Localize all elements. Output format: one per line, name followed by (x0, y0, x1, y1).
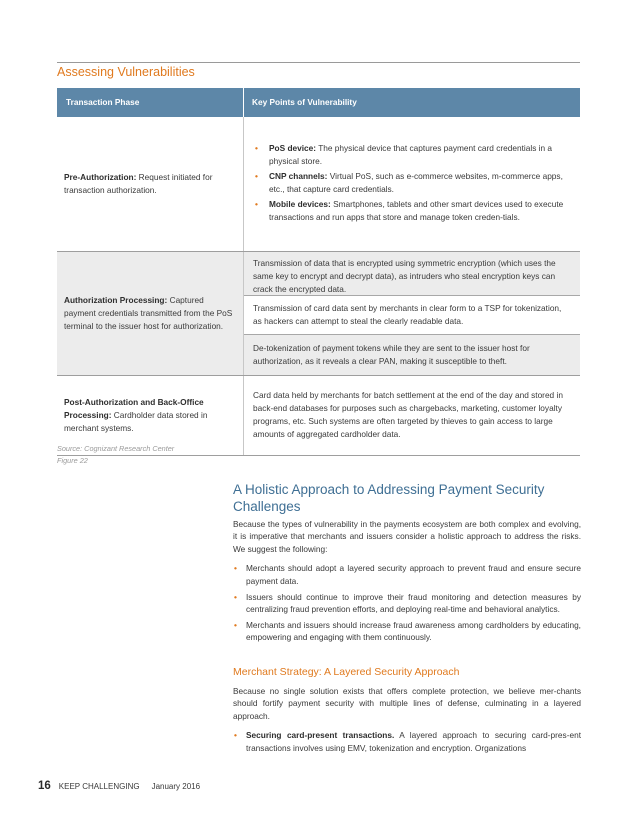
bullet-text: The physical device that captures payment card credentials in a physical store. (269, 143, 553, 167)
header-transaction-phase: Transaction Phase (57, 88, 244, 117)
phase-description: Request initiated for transaction authorization. (64, 171, 213, 195)
bullet-text: Smartphones, tablets and other smart devices used to execute transactions and run apps that store and manage token creden-tials. (269, 199, 564, 223)
holistic-heading: A Holistic Approach to Addressing Payment Security Challenges (233, 482, 545, 514)
list-item (253, 198, 571, 224)
holistic-section (233, 518, 581, 647)
list-item (253, 142, 571, 168)
bullet-term: CNP channels: (269, 171, 328, 182)
bullet-icon: • (255, 143, 258, 154)
vulnerability-table (57, 88, 580, 456)
bullet-icon: • (234, 619, 237, 630)
source-note: Source: Cognizant Research Center (57, 444, 175, 453)
phase-cell (57, 375, 244, 455)
bullet-text: Issuers should continue to improve their fraud monitoring and detection measures by centralizing fraud prevention efforts, and deploying real-time and behavioral analytics. (246, 591, 581, 614)
merchant-section (233, 685, 581, 758)
vulnerability-point: Transmission of data that is encrypted using symmetric encryption (which uses the same key to encrypt and decrypt data), as intruders who steal encryption keys can crack the encrypted data. (244, 252, 580, 296)
bullet-icon: • (234, 563, 237, 574)
list-item (233, 562, 581, 587)
bullet-term: Mobile devices: (269, 199, 331, 210)
bullet-icon: • (234, 730, 237, 741)
phase-cell (57, 251, 244, 375)
bullet-text: Merchants should adopt a layered security approach to prevent fraud and ensure secure payment data. (246, 563, 581, 586)
phase-name: Pre-Authorization: (64, 171, 137, 182)
points-cell (244, 251, 581, 375)
bullet-icon: • (234, 591, 237, 602)
table-row (57, 251, 580, 375)
list-item (233, 619, 581, 644)
section-title: Assessing Vulnerabilities (57, 65, 195, 79)
publication-name: KEEP CHALLENGING (58, 782, 140, 791)
vulnerability-point: De-tokenization of payment tokens while they are sent to the issuer host for authorization, as it reveals a clear PAN, making it susceptible to theft. (244, 335, 580, 375)
phase-cell (57, 117, 244, 251)
phase-name: Post-Authorization and Back-Office Processing: (64, 396, 204, 420)
points-cell (244, 375, 581, 455)
points-cell (244, 117, 581, 251)
phase-name: Authorization Processing: (64, 294, 168, 305)
bullet-text: A layered approach to securing card-pres-ent transactions involves using EMV, tokenization and encryption. Organizations (246, 730, 581, 753)
list-item (253, 170, 571, 196)
top-rule (57, 62, 580, 63)
vulnerability-point: Transmission of card data sent by merchants in clear form to a TSP for tokenization, as hackers can attempt to steal the clearly readable data. (244, 296, 580, 335)
bullet-term: Securing card-present transactions. (246, 730, 395, 741)
page-footer (38, 780, 200, 792)
holistic-intro: Because the types of vulnerability in the payments ecosystem are both complex and evolving, it is imperative that merchants and issuers consider a holistic approach to address the risks. We suggest the following: (233, 519, 581, 554)
publication-date: January 2016 (151, 782, 201, 791)
list-item (233, 591, 581, 616)
merchant-intro: Because no single solution exists that offers complete protection, we believe mer-chants should fortify payment security with multiple lines of defense, culminating in a layered approach. (233, 686, 581, 721)
page-number: 16 (38, 780, 51, 792)
list-item (233, 729, 581, 754)
bullet-icon: • (255, 171, 258, 182)
bullet-text: Merchants and issuers should increase fraud awareness among cardholders by educating, empowering and engaging with them continuously. (246, 619, 581, 643)
table-row (57, 375, 580, 455)
bullet-term: PoS device: (269, 143, 317, 154)
bullet-text: Virtual PoS, such as e-commerce websites, m-commerce apps, etc., that capture card credentials. (269, 171, 563, 195)
phase-description: Cardholder data stored in merchant systems. (64, 409, 208, 433)
bullet-icon: • (255, 199, 258, 210)
figure-label: Figure 22 (57, 456, 88, 465)
header-key-points: Key Points of Vulnerability (244, 88, 581, 117)
table-row (57, 117, 580, 251)
merchant-heading: Merchant Strategy: A Layered Security Approach (233, 666, 460, 678)
table-header-row (57, 88, 580, 117)
vulnerability-point: Card data held by merchants for batch settlement at the end of the day and stored in back-end databases for purposes such as chargebacks, marketing, customer loyalty programs, etc. Such systems are often targeted by thieves to gain access to large amounts of aggregated cardholder data. (253, 389, 563, 439)
phase-description: Captured payment credentials transmitted from the PoS terminal to the issuer host for authorization. (64, 294, 233, 331)
